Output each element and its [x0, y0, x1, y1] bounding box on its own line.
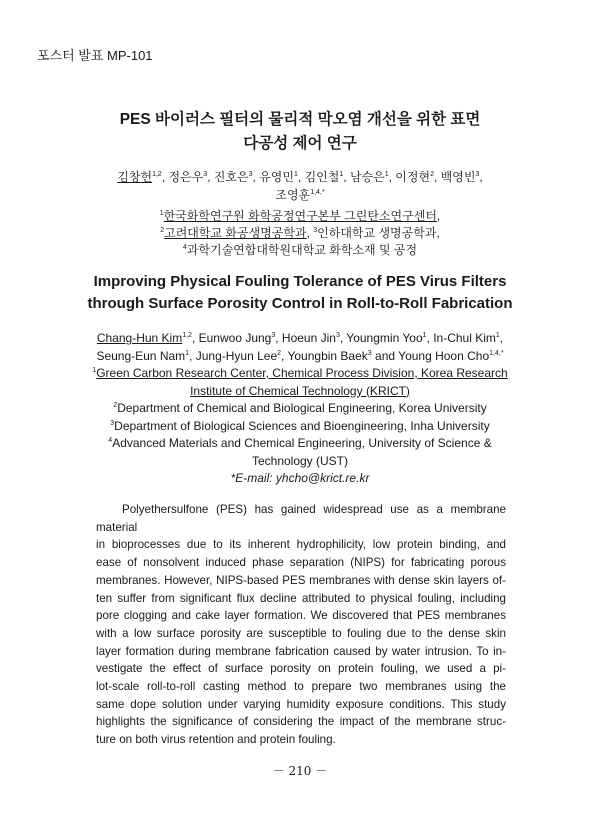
abstract-line: ture on both virus retention and protein fouling.	[96, 733, 336, 747]
korean-author: 이정현	[395, 170, 431, 184]
author-sup: 1	[422, 332, 427, 339]
abstract-line: vestigate the effect of surface porosity on protein fouling, we used a pi-	[96, 662, 506, 676]
affil-text: 인하대학교 생명공학과	[317, 226, 437, 240]
author-sup: 3	[203, 171, 208, 178]
author-separator: ,	[499, 331, 504, 345]
corresponding-author-ko	[60, 187, 540, 204]
korean-author: 백영빈	[440, 170, 476, 184]
english-author: , Jung-Hyun Lee	[189, 348, 278, 363]
english-affiliation-4-cont: Technology (UST)	[251, 453, 349, 468]
author-separator: ,	[252, 170, 260, 184]
english-author: and Young Hoon Cho	[371, 348, 490, 363]
korean-author: 유영민	[259, 170, 294, 184]
author-sup: 3	[475, 171, 480, 178]
affil-sup: 2	[160, 227, 165, 234]
author-sup: 1,4,*	[489, 349, 504, 357]
english-author: Seung-Eun Nam	[96, 348, 186, 363]
affil-sup: 3	[110, 419, 115, 427]
korean-author: 남승은	[349, 170, 385, 184]
author-sup: 1	[495, 332, 500, 339]
affil-text: Institute of Chemical Technology (KRICT)	[190, 383, 410, 398]
author-sup: 3	[271, 332, 276, 339]
korean-title-line-2: 다공성 제어 연구	[243, 135, 357, 152]
affil-sup: 1	[92, 367, 97, 374]
author-sup: 3	[248, 171, 253, 178]
author-separator: ,	[161, 170, 169, 184]
english-author: Chang-Hun Kim	[96, 331, 183, 345]
korean-affiliation-1	[60, 208, 540, 225]
affil-punct: ,	[436, 209, 441, 223]
author-sup: 1	[384, 171, 389, 178]
english-affiliations	[80, 365, 520, 488]
korean-author-list	[60, 168, 540, 187]
english-title-line-2: through Surface Porosity Control in Roll-to-Roll Fabrication	[87, 295, 513, 312]
korean-affiliation-4	[60, 242, 540, 259]
abstract-body	[96, 501, 506, 749]
affil-punct: ,	[306, 226, 314, 240]
english-title	[0, 271, 600, 315]
page-number: － 210 －	[272, 764, 328, 778]
english-affiliation-2	[80, 400, 520, 418]
author-sup: 2	[277, 349, 282, 357]
author-separator: ,	[433, 170, 441, 184]
corresponding-email: *E-mail: yhcho@krict.re.kr	[230, 471, 370, 485]
affil-sup: 1	[159, 210, 164, 217]
abstract-line: ten suffer from significant flux decline attributed to physical fouling, including	[96, 591, 506, 605]
korean-author: 조영훈	[275, 188, 311, 202]
author-sup: 1	[339, 171, 344, 178]
korean-author: 김인철	[304, 170, 340, 184]
english-author: , Eunwoo Jung	[191, 331, 272, 345]
affil-text: Department of Biological Sciences and Bioengineering, Inha University	[114, 418, 490, 433]
korean-title	[0, 108, 600, 156]
english-affiliation-1	[80, 365, 520, 383]
author-separator: ,	[207, 170, 214, 184]
english-authors-line-2	[70, 348, 530, 366]
korean-affiliation-2-3	[60, 225, 540, 242]
abstract-line: with a low surface porosity are susceptible to fouling due to the dense skin	[96, 626, 506, 640]
affil-sup: 4	[182, 244, 187, 251]
author-separator: ,	[297, 170, 305, 184]
author-sup: 1,2	[182, 332, 192, 339]
korean-authors-line-1	[60, 168, 540, 187]
author-separator: ,	[479, 170, 483, 184]
korean-affiliations	[60, 188, 540, 259]
abstract-line: same dope solution under varying humidity exposure conditions. This study	[96, 697, 506, 711]
english-affiliation-4	[80, 435, 520, 453]
korean-title-line-1: PES 바이러스 필터의 물리적 막오염 개선을 위한 표면	[119, 111, 481, 128]
english-author: , Youngbin Baek	[281, 348, 368, 363]
abstract-line: highlights the significance of considering the impact of the membrane struc-	[96, 715, 506, 729]
author-sup: 1	[294, 171, 298, 178]
author-sup: 3	[335, 332, 340, 339]
affil-text: 한국화학연구원 화학공정연구본부 그린탄소연구센터	[163, 209, 437, 223]
affil-text: Advanced Materials and Chemical Engineering, University of Science &	[112, 436, 492, 450]
affil-text: 과학기술연합대학원대학교 화학소재 및 공정	[186, 243, 418, 257]
english-author-list	[70, 330, 530, 365]
abstract-line: lot-scale roll-to-roll casting method to prepare two membranes using the	[96, 680, 506, 694]
poster-session-label: 포스터 발표 MP-101	[37, 48, 153, 63]
affil-text: 고려대학교 화공생명공학과	[164, 226, 307, 240]
korean-author: 김창헌	[117, 170, 153, 184]
abstract-line: layer formation during membrane fabrication caused by water intrusion. To in-	[96, 644, 506, 658]
abstract-line: pore clogging and cake layer formation. We discovered that PES membranes	[96, 609, 506, 623]
author-sup: 3	[367, 349, 372, 357]
english-affiliation-3	[80, 418, 520, 436]
korean-author: 진호은	[213, 170, 249, 184]
affil-punct: ,	[436, 226, 440, 240]
abstract-line: membranes. However, NIPS-based PES membranes with dense skin layers of-	[96, 573, 506, 587]
affil-text: Department of Chemical and Biological Engineering, Korea University	[117, 401, 487, 415]
english-author: , Youngmin Yoo	[339, 331, 423, 345]
affil-text: Green Carbon Research Center, Chemical Process Division, Korea Research	[96, 366, 508, 380]
abstract-line: Polyethersulfone (PES) has gained widespread use as a membrane material	[96, 503, 506, 534]
english-affiliation-1-cont	[80, 383, 520, 401]
author-separator: ,	[388, 170, 396, 184]
affil-sup: 4	[108, 437, 113, 444]
affil-sup: 2	[113, 402, 118, 409]
author-separator: ,	[343, 170, 350, 184]
abstract-line: ease of nonsolvent induced phase separation (NIPS) for fabricating porous	[96, 556, 506, 570]
english-author: , In-Chul Kim	[426, 331, 496, 345]
korean-author: 정은우	[168, 170, 204, 184]
author-sup: 1,2	[152, 171, 162, 178]
author-sup: 2	[430, 171, 434, 178]
author-sup: 1	[185, 349, 190, 357]
english-authors-line-1	[70, 330, 530, 348]
abstract-line: in bioprocesses due to its inherent hydrophilicity, low protein binding, and	[96, 538, 506, 552]
english-author: , Hoeun Jin	[275, 331, 336, 345]
english-title-line-1: Improving Physical Fouling Tolerance of PES Virus Filters	[93, 273, 507, 290]
author-sup: 1,4,*	[310, 189, 325, 196]
affil-sup: 3	[313, 227, 318, 234]
